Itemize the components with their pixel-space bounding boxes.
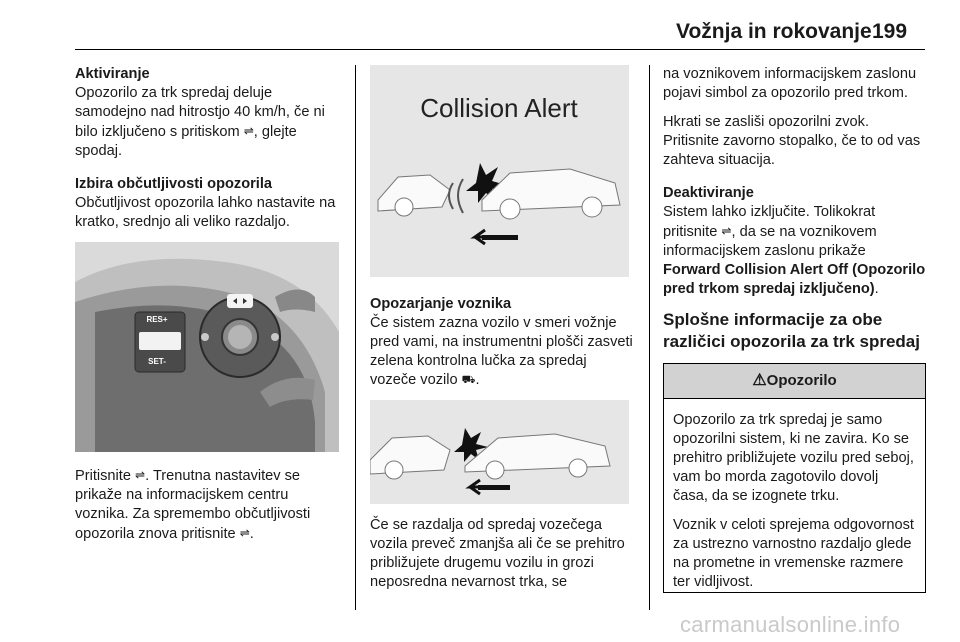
press-text-end: . [249,526,254,542]
page-title: Vožnja in rokovanje [676,20,872,43]
deactivation-message: Forward Collision Alert Off (Opozorilo pred trkom spredaj izključeno) [663,262,926,297]
deactivation-text-middle: , da se na voznikovem informacijskem zaslonu prikaže [663,224,877,259]
warning-box [663,363,926,593]
activation-paragraph [75,84,345,161]
column-divider-2 [649,65,650,610]
warning-box-title: Opozorilo [766,372,837,389]
driver-warning-text-end: . [475,372,480,388]
collision-alert-button-icon: ⇌ [721,224,732,238]
collision-alert-button-icon: ⇌ [239,526,250,540]
activation-text-end: , glejte spodaj. [75,124,297,159]
deactivation-heading: Deaktiviranje [663,185,754,201]
activation-text: Opozorilo za trk spredaj deluje samodejno nad hitrostjo 40 km/h, če ni bilo izključeno s pritiskom [75,85,325,140]
collision-alert-button-icon: ⇌ [243,124,254,138]
deactivation-paragraph [663,203,926,299]
approaching-vehicle-icon [370,400,629,504]
collision-alert-button-icon: ⇌ [135,468,146,482]
column-divider-1 [355,65,356,610]
warning-box-body [664,399,925,592]
warning-paragraph-1: Opozorilo za trk spredaj je samo opozorilni sistem, ki ne zavira. Ko se prehitro približujete vozilu pred seboj, vam bo morda zagotovilo dovolj časa, da se izognete trku. [673,412,914,504]
collision-alert-display-icon [370,65,629,277]
collision-alert-display-illustration [370,65,629,277]
press-text-middle: . Trenutna nastavitev se prikaže na informacijskem centru voznika. Za spremembo občutljivosti opozorila znova pritisnite [75,468,311,542]
distance-paragraph: Če se razdalja od spredaj vozečega vozila preveč zmanjša ali če se prehitro približujete drugemu vozilu in grozi neposredna nevarnost trka, se [370,517,625,590]
warning-box-header [664,364,925,399]
steering-wheel-controls-icon [75,242,339,452]
sensitivity-paragraph: Občutljivost opozorila lahko nastavite na kratko, srednjo ali veliko razdaljo. [75,195,336,230]
press-paragraph [75,466,345,544]
watermark: carmanualsonline.info [680,612,901,637]
approaching-vehicle-illustration [370,400,629,504]
press-text: Pritisnite [75,468,131,484]
deactivation-text: Sistem lahko izključite. Tolikokrat pritisnite [663,204,876,240]
warning-triangle-icon: ⚠ [752,372,767,389]
vehicle-ahead-indicator-icon: ⛟ [461,374,476,386]
steering-wheel-illustration [75,242,339,452]
driver-warning-paragraph [370,314,634,390]
driver-warning-text: Če sistem zazna vozilo v smeri vožnje pred vami, na instrumentni plošči zasveti zelena kontrolna lučka za spredaj vozeče vozilo [370,315,633,388]
page-header [0,0,960,52]
general-info-heading: Splošne informacije za obe različici opozorila za trk spredaj [663,310,920,351]
column-3 [663,65,926,593]
warning-paragraph-2: Voznik v celoti sprejema odgovornost za ustrezno varnostno razdaljo glede na prometne in vremenske razmere ter vidljivost. [673,517,914,590]
column-1 [75,65,345,554]
collision-alert-title: Collision Alert [420,93,578,123]
driver-warning-heading: Opozarjanje voznika [370,296,512,312]
sensitivity-heading: Izbira občutljivosti opozorila [75,176,273,192]
alert-symbol-paragraph: na voznikovem informacijskem zaslonu pojavi simbol za opozorilo pred trkom. [663,66,917,101]
activation-heading: Aktiviranje [75,66,150,82]
page-number: 199 [872,20,908,43]
column-2 [370,65,634,602]
res-label: RES+ [146,315,168,324]
deactivation-text-end: . [874,281,879,297]
sound-paragraph: Hkrati se zasliši opozorilni zvok. Pritisnite zavorno stopalko, če to od vas zahteva situacija. [663,114,921,168]
set-label: SET- [148,357,166,366]
header-rule [75,49,925,50]
